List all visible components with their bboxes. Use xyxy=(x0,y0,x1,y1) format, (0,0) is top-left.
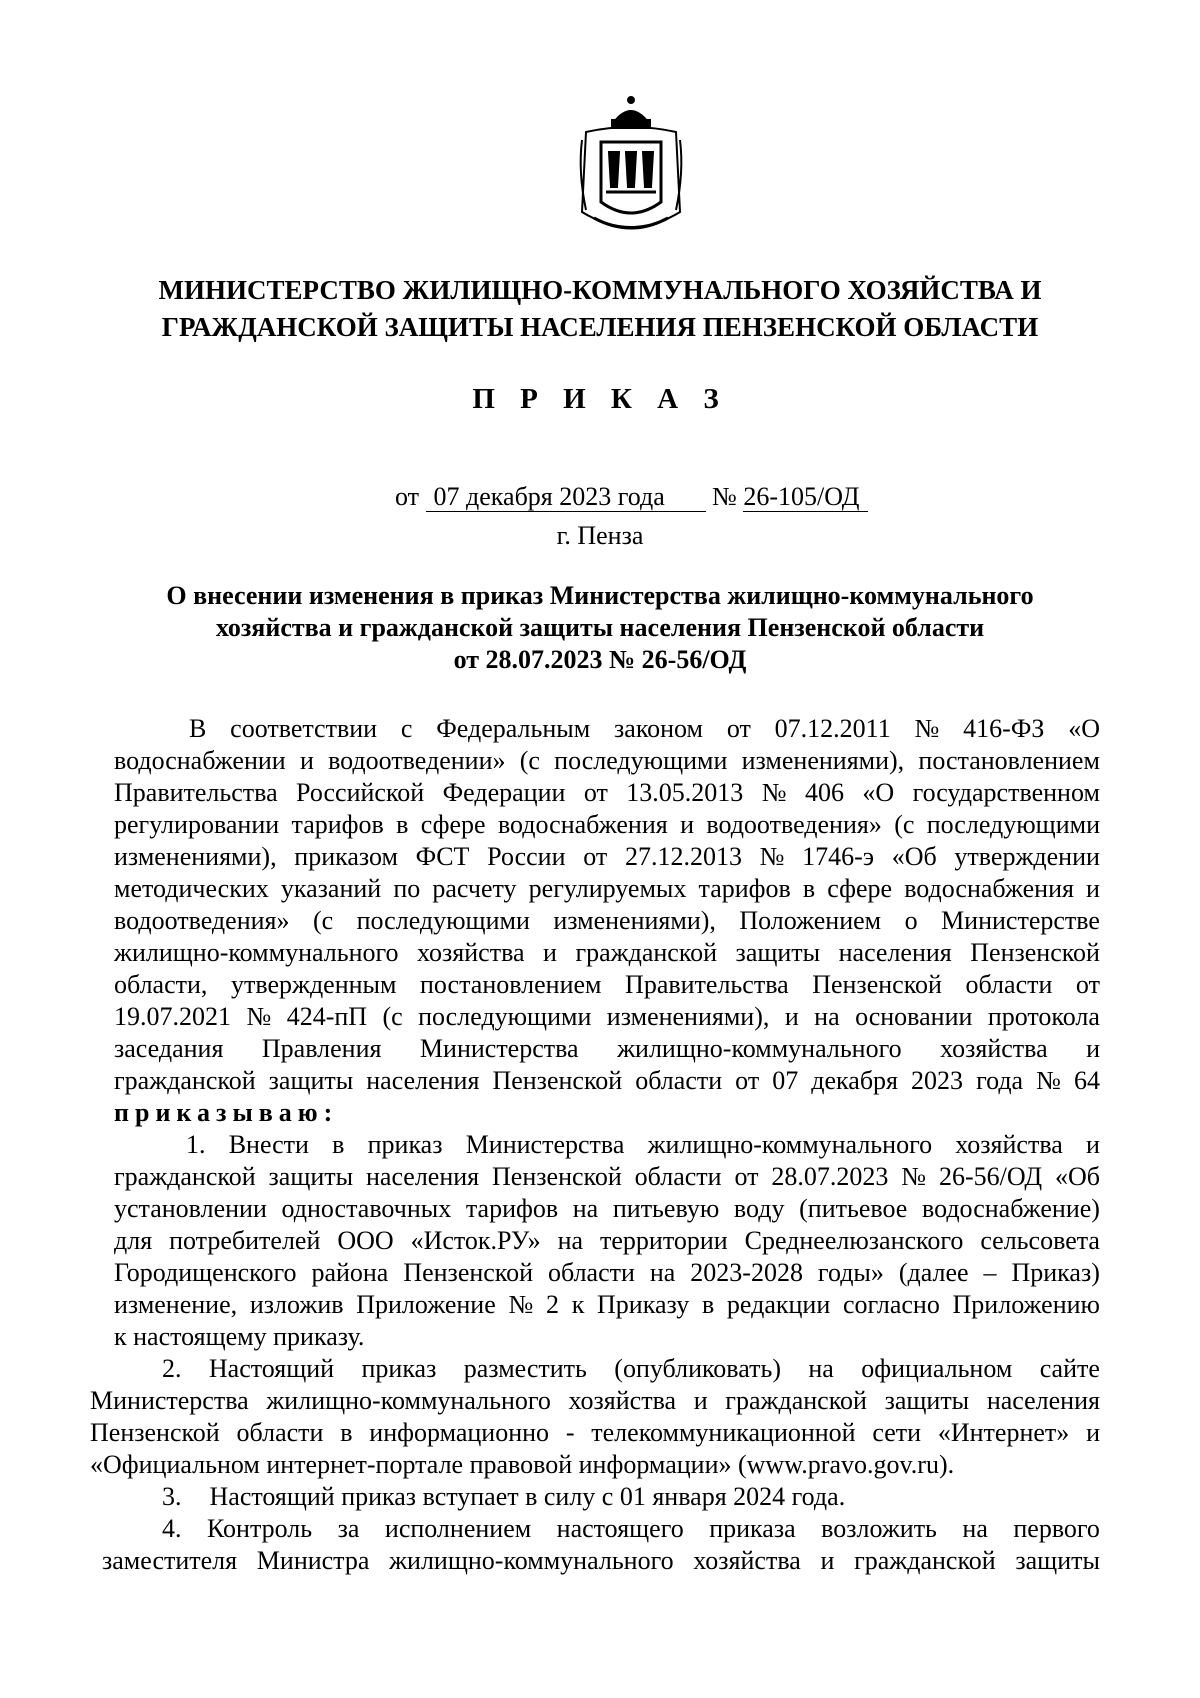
word: изменениями), xyxy=(553,906,716,935)
word: (питьевое xyxy=(799,1194,908,1223)
word: защиты xyxy=(735,938,821,967)
word: приказом xyxy=(294,842,398,871)
word: регулировании xyxy=(114,810,280,839)
word: и xyxy=(299,746,314,775)
item-3-line xyxy=(90,1481,1100,1513)
word: (с xyxy=(382,1002,403,1031)
word: жилищно-коммунального xyxy=(389,1546,674,1575)
word: хозяйства xyxy=(417,938,525,967)
word: по xyxy=(393,874,421,903)
word: ФСТ xyxy=(415,842,470,871)
word: от xyxy=(734,1162,759,1191)
word: с xyxy=(400,714,413,743)
word: № xyxy=(1036,1066,1061,1095)
word: сайте xyxy=(1039,1354,1100,1383)
text-line xyxy=(114,841,1100,873)
word: настоящего xyxy=(556,1514,684,1543)
date-prefix: от xyxy=(395,482,420,511)
word: Пензенской xyxy=(90,1418,220,1447)
word: последующими xyxy=(418,1002,592,1031)
word: гражданской xyxy=(725,1386,867,1415)
word: (с xyxy=(519,746,540,775)
word: Положением xyxy=(739,906,882,935)
word: 07 xyxy=(772,1066,799,1095)
text-line xyxy=(114,809,1100,841)
word: на xyxy=(557,1226,584,1255)
document-body xyxy=(90,713,1100,1577)
word: от xyxy=(735,1066,760,1095)
word: Правления xyxy=(261,1034,382,1063)
word: хозяйства xyxy=(955,1130,1063,1159)
word: 1. xyxy=(186,1130,206,1159)
word: Пензенской xyxy=(492,1066,623,1095)
word: 26-56/ОД xyxy=(938,1162,1043,1191)
word: изменениями), xyxy=(114,842,277,871)
item-2-line xyxy=(90,1353,1100,1385)
word: хозяйства xyxy=(940,1034,1048,1063)
text-line xyxy=(114,937,1100,969)
word: от xyxy=(583,842,608,871)
city: г. Пенза xyxy=(556,521,644,550)
text-line xyxy=(114,777,1100,809)
item-4-line xyxy=(102,1545,1100,1577)
word: и xyxy=(1086,1034,1100,1063)
word: жилищно-коммунального xyxy=(266,1386,551,1415)
word: от xyxy=(1075,970,1100,999)
word: информационно xyxy=(369,1418,550,1447)
text-line xyxy=(114,873,1100,905)
word: в xyxy=(332,1130,345,1159)
word: области xyxy=(236,1418,324,1447)
word: годы» xyxy=(817,1258,884,1287)
word: населения xyxy=(838,938,952,967)
word: населения xyxy=(365,1162,480,1191)
word: потребителей xyxy=(169,1226,321,1255)
word: № xyxy=(246,1002,272,1031)
text-line xyxy=(114,745,1100,777)
word: - xyxy=(565,1418,575,1447)
item-2-line: «Официальном интернет-портале правовой информации» (www.pravo.gov.ru). xyxy=(90,1450,955,1479)
word: заместителя xyxy=(102,1546,238,1575)
word: водоснабжения xyxy=(497,810,668,839)
document-number: 26-105/ОД xyxy=(743,483,868,512)
word: «Интернет» xyxy=(937,1418,1070,1447)
word: питьевую xyxy=(612,1194,720,1223)
word: Внести xyxy=(228,1130,309,1159)
word: изложив xyxy=(249,1290,344,1319)
document-type-title: П Р И К А З xyxy=(472,383,728,415)
word: и xyxy=(693,1386,708,1415)
word: «Об xyxy=(1054,1162,1100,1191)
word: № xyxy=(759,842,785,871)
number-prefix: № xyxy=(712,482,737,511)
word: «Об xyxy=(891,842,937,871)
order-word-line xyxy=(114,1097,1100,1129)
ministry-name xyxy=(100,272,1100,346)
text-line xyxy=(114,1001,1100,1033)
item-1-line xyxy=(114,1257,1100,1289)
item-1-line xyxy=(114,1289,1100,1321)
word: соответствии xyxy=(230,714,378,743)
coat-of-arms-emblem xyxy=(576,92,686,242)
word: государственном xyxy=(912,778,1100,807)
word: установлении xyxy=(114,1194,267,1223)
word: 2 xyxy=(545,1290,559,1319)
document-subject xyxy=(100,580,1100,676)
word: на xyxy=(808,1354,834,1383)
word: декабря xyxy=(811,1066,898,1095)
word: сфере xyxy=(827,874,893,903)
word: защиты xyxy=(1015,1546,1100,1575)
word: водоотведения» xyxy=(706,810,882,839)
word: телекоммуникационной xyxy=(591,1418,856,1447)
word: Пензенской xyxy=(970,938,1100,967)
word: согласно xyxy=(842,1290,940,1319)
word: Российской xyxy=(296,778,425,807)
word: изменениями), xyxy=(606,1002,770,1031)
word: изменениями), xyxy=(741,746,905,775)
word: на xyxy=(649,1258,676,1287)
word: в xyxy=(701,1290,715,1319)
word: населения xyxy=(986,1386,1100,1415)
word: В xyxy=(189,714,207,743)
word: 2023 xyxy=(911,1066,964,1095)
word: России xyxy=(487,842,566,871)
word: (с xyxy=(312,906,334,935)
word: Среднеелюзанского xyxy=(744,1226,964,1255)
word: изменение, xyxy=(114,1290,238,1319)
subject-line-1: О внесении изменения в приказ Министерства жилищно-коммунального xyxy=(166,581,1034,610)
word: 4. xyxy=(162,1514,182,1543)
word: населения xyxy=(366,1066,480,1095)
word: Пензенской xyxy=(403,1258,534,1287)
word: сфере xyxy=(420,810,486,839)
word: и xyxy=(1086,1418,1100,1447)
item-1-line xyxy=(114,1193,1100,1225)
word: 28.07.2023 xyxy=(771,1162,889,1191)
ministry-name-line-2: ГРАЖДАНСКОЙ ЗАЩИТЫ НАСЕЛЕНИЯ ПЕНЗЕНСКОЙ ОБЛАСТИ xyxy=(161,312,1039,342)
word: на xyxy=(962,1514,988,1543)
word: протокола xyxy=(987,1002,1100,1031)
text-line xyxy=(114,713,1100,745)
word: области xyxy=(634,1162,722,1191)
item-3-text: Настоящий приказ вступает в силу с 01 января 2024 года. xyxy=(209,1482,846,1511)
item-1-line xyxy=(114,1161,1100,1193)
word: Федерации xyxy=(442,778,566,807)
word: защиты xyxy=(884,1386,970,1415)
word: последующими xyxy=(356,906,530,935)
document-date: 07 декабря 2023 года xyxy=(426,483,706,512)
word: исполнением xyxy=(384,1514,532,1543)
word: расчету xyxy=(432,874,517,903)
word: приказ xyxy=(367,1130,443,1159)
word: в xyxy=(802,874,816,903)
word: воду xyxy=(733,1194,785,1223)
word: последующими xyxy=(926,810,1100,839)
word: 64 xyxy=(1073,1066,1100,1095)
word: жилищно-коммунального xyxy=(647,1130,933,1159)
word: приказ xyxy=(361,1354,437,1383)
word: методических xyxy=(114,874,269,903)
word: на xyxy=(572,1194,599,1223)
word: 27.12.2013 xyxy=(624,842,742,871)
word: заседания xyxy=(114,1034,224,1063)
word: Приложение xyxy=(356,1290,496,1319)
word: Министерстве xyxy=(941,906,1100,935)
word: водоснабжении xyxy=(114,746,286,775)
word: и xyxy=(784,1002,799,1031)
ministry-name-line-1: МИНИСТЕРСТВО ЖИЛИЩНО-КОММУНАЛЬНОГО ХОЗЯЙСТВА И xyxy=(158,275,1042,305)
word: сети xyxy=(872,1418,922,1447)
word: Контроль xyxy=(206,1514,313,1543)
word: 416-ФЗ xyxy=(963,714,1045,743)
word: Правительства xyxy=(114,778,278,807)
word: территории xyxy=(600,1226,728,1255)
word: 07.12.2011 xyxy=(774,714,891,743)
text-line xyxy=(114,1033,1100,1065)
word: жилищно-коммунального xyxy=(114,938,399,967)
word: Пензенской xyxy=(812,970,942,999)
word: возложить xyxy=(821,1514,937,1543)
word: регулируемых xyxy=(528,874,687,903)
word: водоснабжение) xyxy=(921,1194,1100,1223)
word: – xyxy=(983,1258,997,1287)
word: № xyxy=(761,778,787,807)
word: и xyxy=(680,810,694,839)
word: района xyxy=(311,1258,389,1287)
word: водоснабжения xyxy=(904,874,1074,903)
word: за xyxy=(337,1514,360,1543)
word: тарифов xyxy=(698,874,791,903)
word: Городищенского xyxy=(114,1258,297,1287)
word: в xyxy=(340,1418,353,1447)
word: № xyxy=(914,714,940,743)
word: законом xyxy=(614,714,704,743)
subject-line-2: хозяйства и гражданской защиты населения Пензенской области xyxy=(215,613,985,642)
word: 2023-2028 xyxy=(690,1258,803,1287)
word: утверждении xyxy=(954,842,1100,871)
word: постановлением xyxy=(420,970,602,999)
word: области xyxy=(635,1066,723,1095)
word: последующими xyxy=(554,746,728,775)
word: для xyxy=(114,1226,153,1255)
word: и xyxy=(820,1546,835,1575)
word: Министерства xyxy=(90,1386,249,1415)
word: Министерства xyxy=(419,1034,579,1063)
word: жилищно-коммунального xyxy=(617,1034,902,1063)
word: и xyxy=(543,938,557,967)
word: постановлением xyxy=(918,746,1100,775)
text-line xyxy=(114,905,1100,937)
word: Министерства xyxy=(465,1130,625,1159)
word: и xyxy=(1086,874,1100,903)
word: Федеральным xyxy=(436,714,591,743)
word: Приказу xyxy=(597,1290,690,1319)
word: защиты xyxy=(268,1162,354,1191)
word: области, xyxy=(114,970,208,999)
word: в xyxy=(396,810,409,839)
item-4-line xyxy=(90,1513,1100,1545)
word: 19.07.2021 xyxy=(114,1002,231,1031)
word: гражданской xyxy=(575,938,718,967)
word: Правительства xyxy=(625,970,789,999)
date-number-line xyxy=(395,482,868,512)
word: защиты xyxy=(268,1066,354,1095)
word: утвержденным xyxy=(230,970,397,999)
item-2-line xyxy=(90,1417,1100,1449)
word: Министра xyxy=(256,1546,370,1575)
word: редакции xyxy=(726,1290,831,1319)
word: 424-пП xyxy=(286,1002,368,1031)
word: 2. xyxy=(162,1354,182,1383)
word: указаний xyxy=(280,874,382,903)
word: водоотведении» xyxy=(328,746,506,775)
word: № xyxy=(508,1290,534,1319)
word: «Исток.РУ» xyxy=(410,1226,541,1255)
word: приказа xyxy=(709,1514,796,1543)
item-1-line: к настоящему приказу. xyxy=(114,1322,365,1351)
word: Настоящий xyxy=(208,1354,335,1383)
word: Приложению xyxy=(952,1290,1100,1319)
word: ООО xyxy=(337,1226,394,1255)
word: 13.05.2013 xyxy=(626,778,744,807)
word: области xyxy=(548,1258,635,1287)
item-3-number: 3. xyxy=(162,1482,182,1511)
word: гражданской xyxy=(854,1546,996,1575)
word: о xyxy=(904,906,918,935)
order-word: приказываю: xyxy=(114,1098,339,1127)
word: первого xyxy=(1013,1514,1100,1543)
word: тарифов xyxy=(291,810,384,839)
item-1-line xyxy=(114,1225,1100,1257)
subject-line-3: от 28.07.2023 № 26-56/ОД xyxy=(453,645,747,674)
word: сельсовета xyxy=(980,1226,1100,1255)
word: водоотведения» xyxy=(114,906,290,935)
item-2-line xyxy=(90,1385,1100,1417)
word: «О xyxy=(862,778,895,807)
word: гражданской xyxy=(114,1162,256,1191)
word: 1746-э xyxy=(802,842,874,871)
word: официальном xyxy=(861,1354,1013,1383)
word: (с xyxy=(894,810,915,839)
word: на xyxy=(814,1002,840,1031)
word: гражданской xyxy=(114,1066,256,1095)
word: № xyxy=(901,1162,927,1191)
word: 406 xyxy=(804,778,844,807)
word: года xyxy=(976,1066,1024,1095)
word: и xyxy=(1086,1130,1100,1159)
word: (далее xyxy=(898,1258,969,1287)
word: к xyxy=(571,1290,585,1319)
word: «О xyxy=(1068,714,1100,743)
text-line xyxy=(114,969,1100,1001)
word: (опубликовать) xyxy=(614,1354,781,1383)
word: Пензенской xyxy=(492,1162,622,1191)
word: одноставочных xyxy=(281,1194,452,1223)
word: основании xyxy=(855,1002,973,1031)
word: разместить xyxy=(463,1354,587,1383)
word: Приказ) xyxy=(1011,1258,1100,1287)
word: тарифов xyxy=(465,1194,559,1223)
word: хозяйства xyxy=(568,1386,677,1415)
item-1-line xyxy=(114,1129,1100,1161)
word: хозяйства xyxy=(693,1546,801,1575)
text-line xyxy=(114,1065,1100,1097)
word: от xyxy=(583,778,608,807)
word: от xyxy=(726,714,751,743)
word: области xyxy=(965,970,1053,999)
